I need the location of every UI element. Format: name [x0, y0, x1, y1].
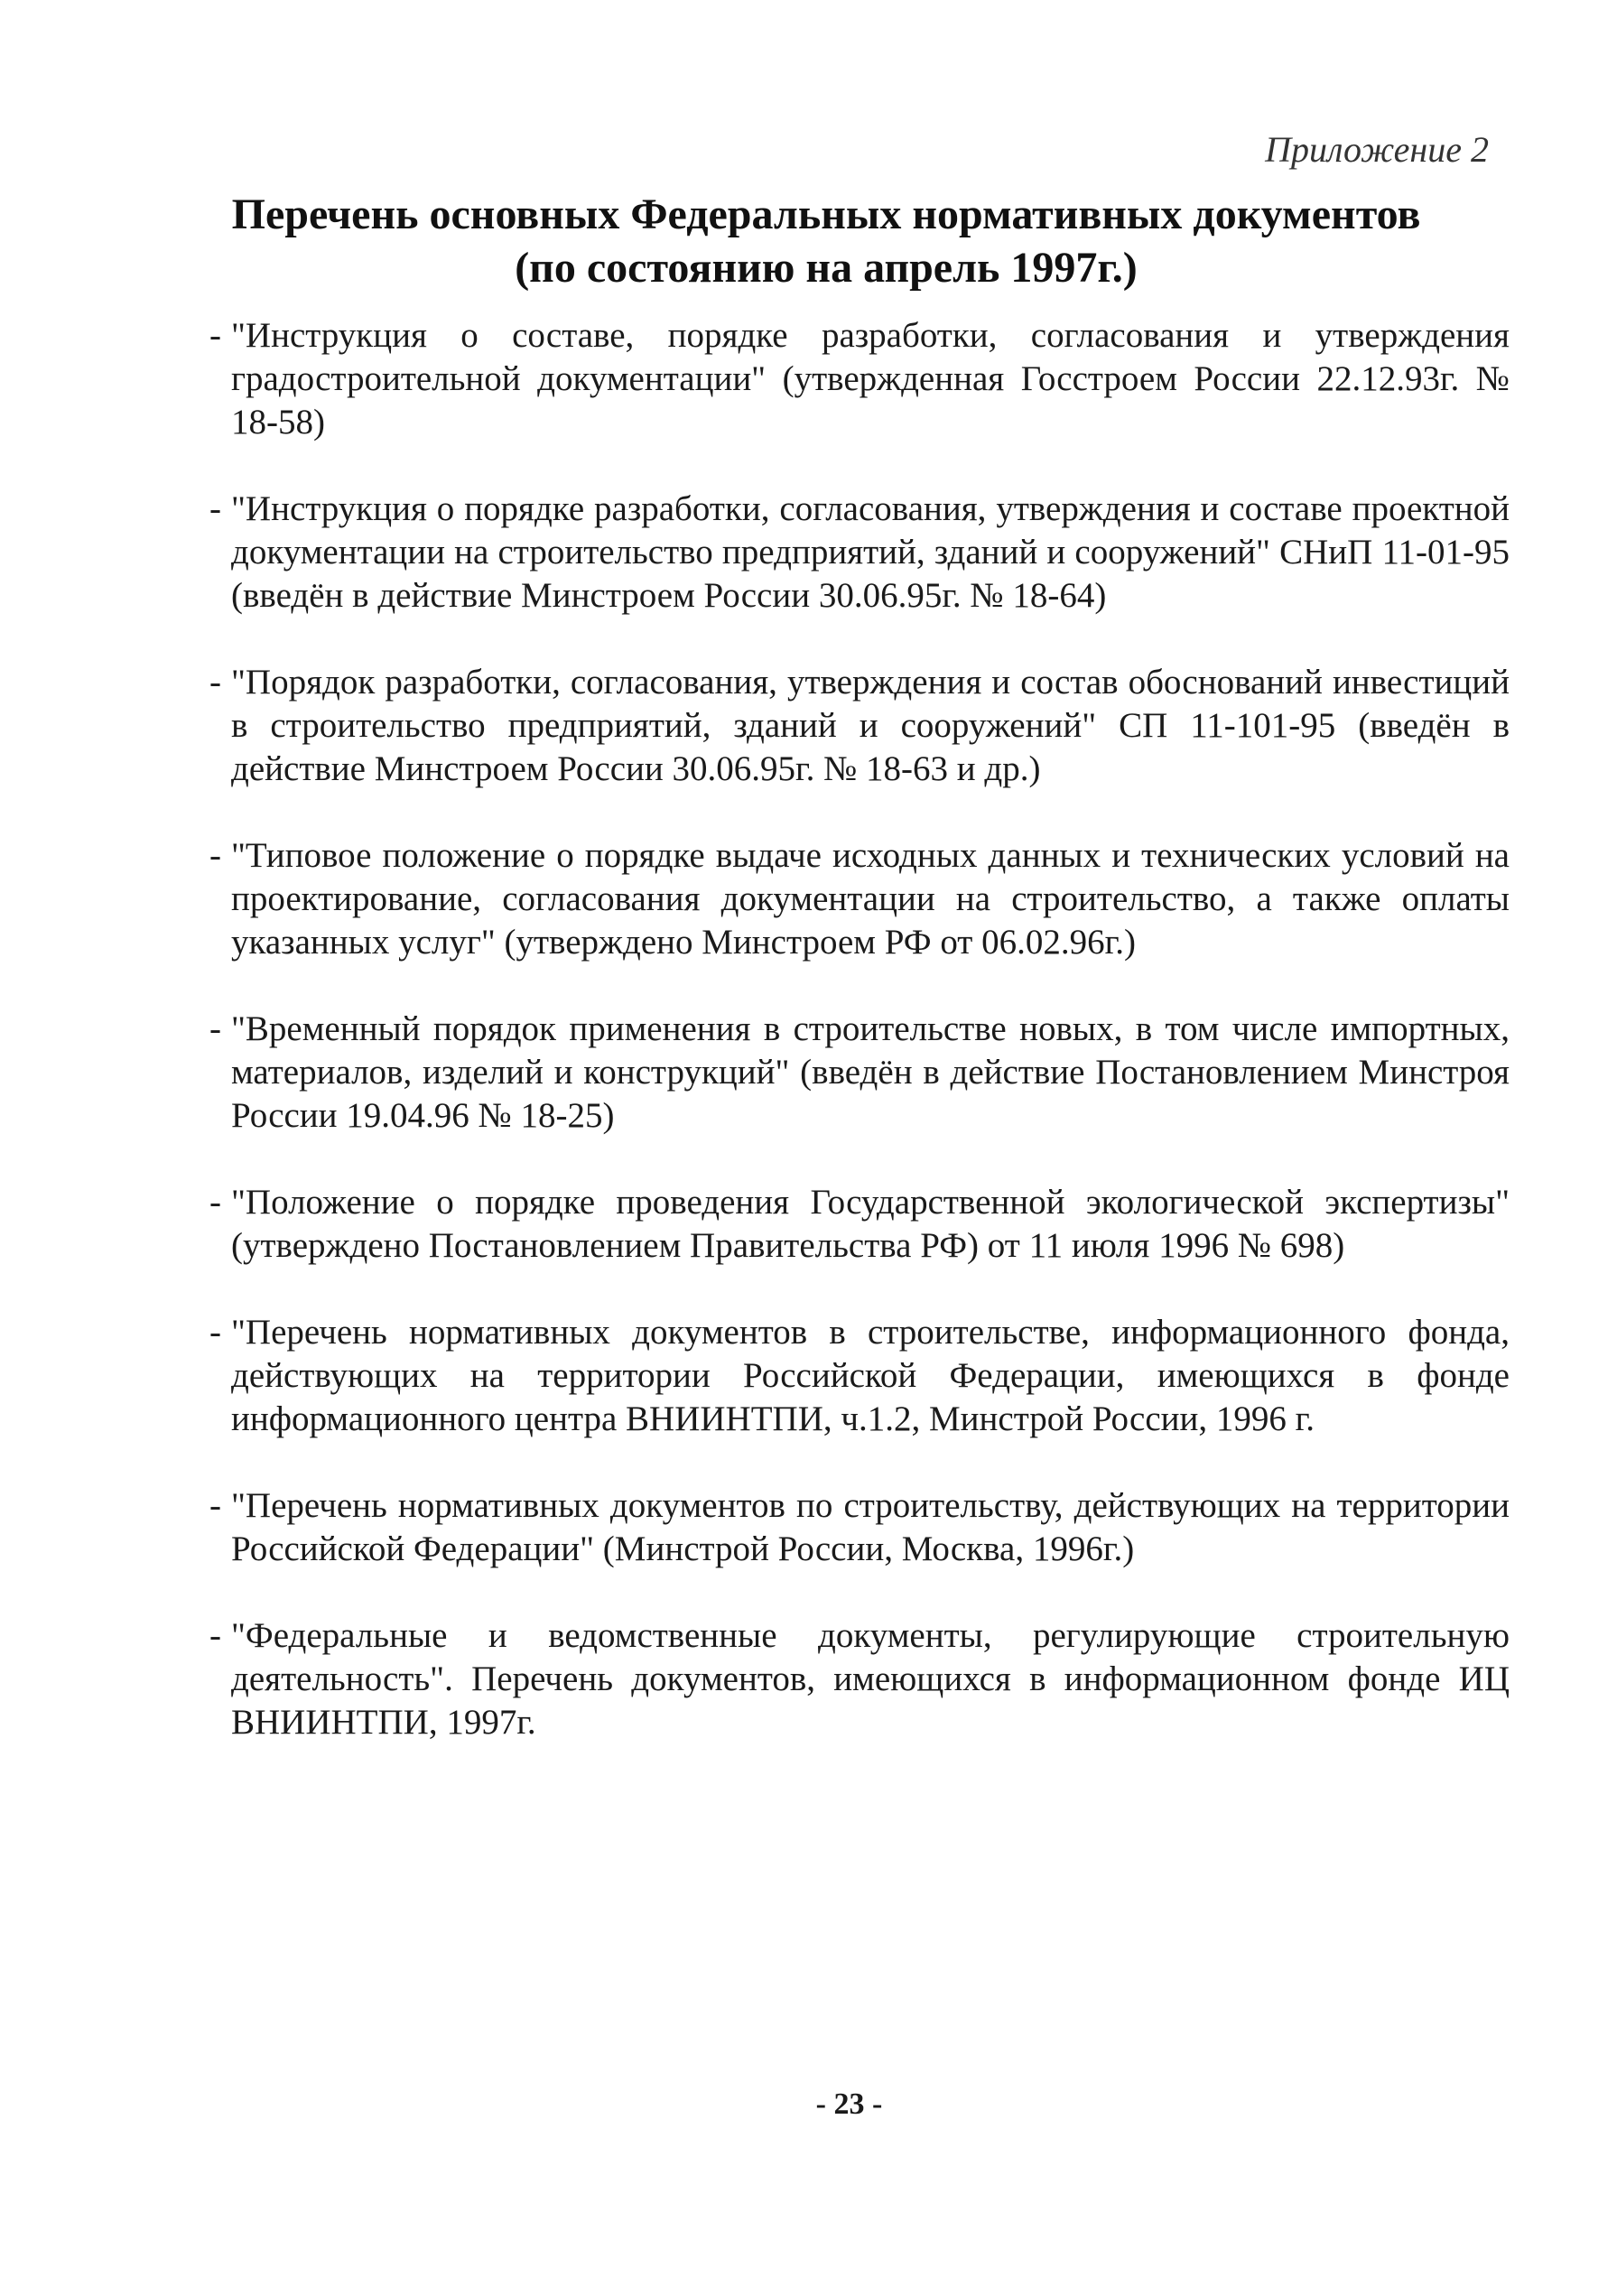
list-dash: -	[209, 1616, 221, 1655]
list-dash: -	[209, 316, 221, 355]
list-dash: -	[209, 1313, 221, 1352]
list-dash: -	[209, 836, 221, 875]
list-item-text: "Временный порядок применения в строительстве новых, в том числе импортных, материалов, изделий и конструкций" (введён в действие Постановлением Минстроя России 19.04.96 № 18-25)	[231, 1009, 1510, 1135]
list-item	[209, 1181, 1510, 1268]
document-list	[209, 314, 1510, 1788]
list-item	[209, 661, 1510, 791]
list-item	[209, 488, 1510, 618]
list-item-text: "Инструкция о составе, порядке разработки, согласования и утверждения градостроительной документации" (утвержденная Госстроем России 22.12.93г. № 18-58)	[231, 316, 1510, 442]
appendix-label: Приложение 2	[1265, 129, 1489, 170]
list-dash: -	[209, 1183, 221, 1222]
list-dash: -	[209, 1486, 221, 1525]
list-item	[209, 834, 1510, 964]
list-item-text: "Типовое положение о порядке выдаче исходных данных и технических условий на проектирование, согласования документации на строительство, а также оплаты указанных услуг" (утверждено Минстроем РФ от 06.02.96г.)	[231, 836, 1510, 962]
list-dash: -	[209, 663, 221, 702]
list-dash: -	[209, 1009, 221, 1048]
list-item	[209, 1614, 1510, 1744]
page-number: - 23 -	[815, 2087, 883, 2121]
list-item-text: "Перечень нормативных документов по строительству, действующих на территории Российской Федерации" (Минстрой России, Москва, 1996г.)	[231, 1486, 1510, 1568]
list-item-text: "Инструкция о порядке разработки, согласования, утверждения и составе проектной документации на строительство предприятий, зданий и сооружений" СНиП 11-01-95 (введён в действие Минстроем России 30.06.95г. № 18-64)	[231, 489, 1510, 615]
title-line-1: Перечень основных Федеральных нормативных документов	[231, 191, 1421, 238]
document-title	[226, 188, 1426, 294]
list-dash: -	[209, 489, 221, 528]
list-item	[209, 1008, 1510, 1138]
list-item-text: "Федеральные и ведомственные документы, регулирующие строительную деятельность". Перечень документов, имеющихся в информационном фонде ИЦ ВНИИНТПИ, 1997г.	[231, 1616, 1510, 1742]
list-item-text: "Порядок разработки, согласования, утверждения и состав обоснований инвестиций в строительство предприятий, зданий и сооружений" СП 11-101-95 (введён в действие Минстроем России 30.06.95г. № 18-63 и др.)	[231, 663, 1510, 788]
list-item	[209, 1311, 1510, 1441]
list-item-text: "Перечень нормативных документов в строительстве, информационного фонда, действующих на территории Российской Федерации, имеющихся в фонде информационного центра ВНИИНТПИ, ч.1.2, Минстрой России, 1996 г.	[231, 1313, 1510, 1438]
list-item	[209, 1484, 1510, 1571]
title-line-2: (по состоянию на апрель 1997г.)	[515, 244, 1138, 292]
list-item	[209, 314, 1510, 444]
list-item-text: "Положение о порядке проведения Государственной экологической экспертизы" (утверждено Постановлением Правительства РФ) от 11 июля 1996 № 698)	[231, 1183, 1510, 1265]
